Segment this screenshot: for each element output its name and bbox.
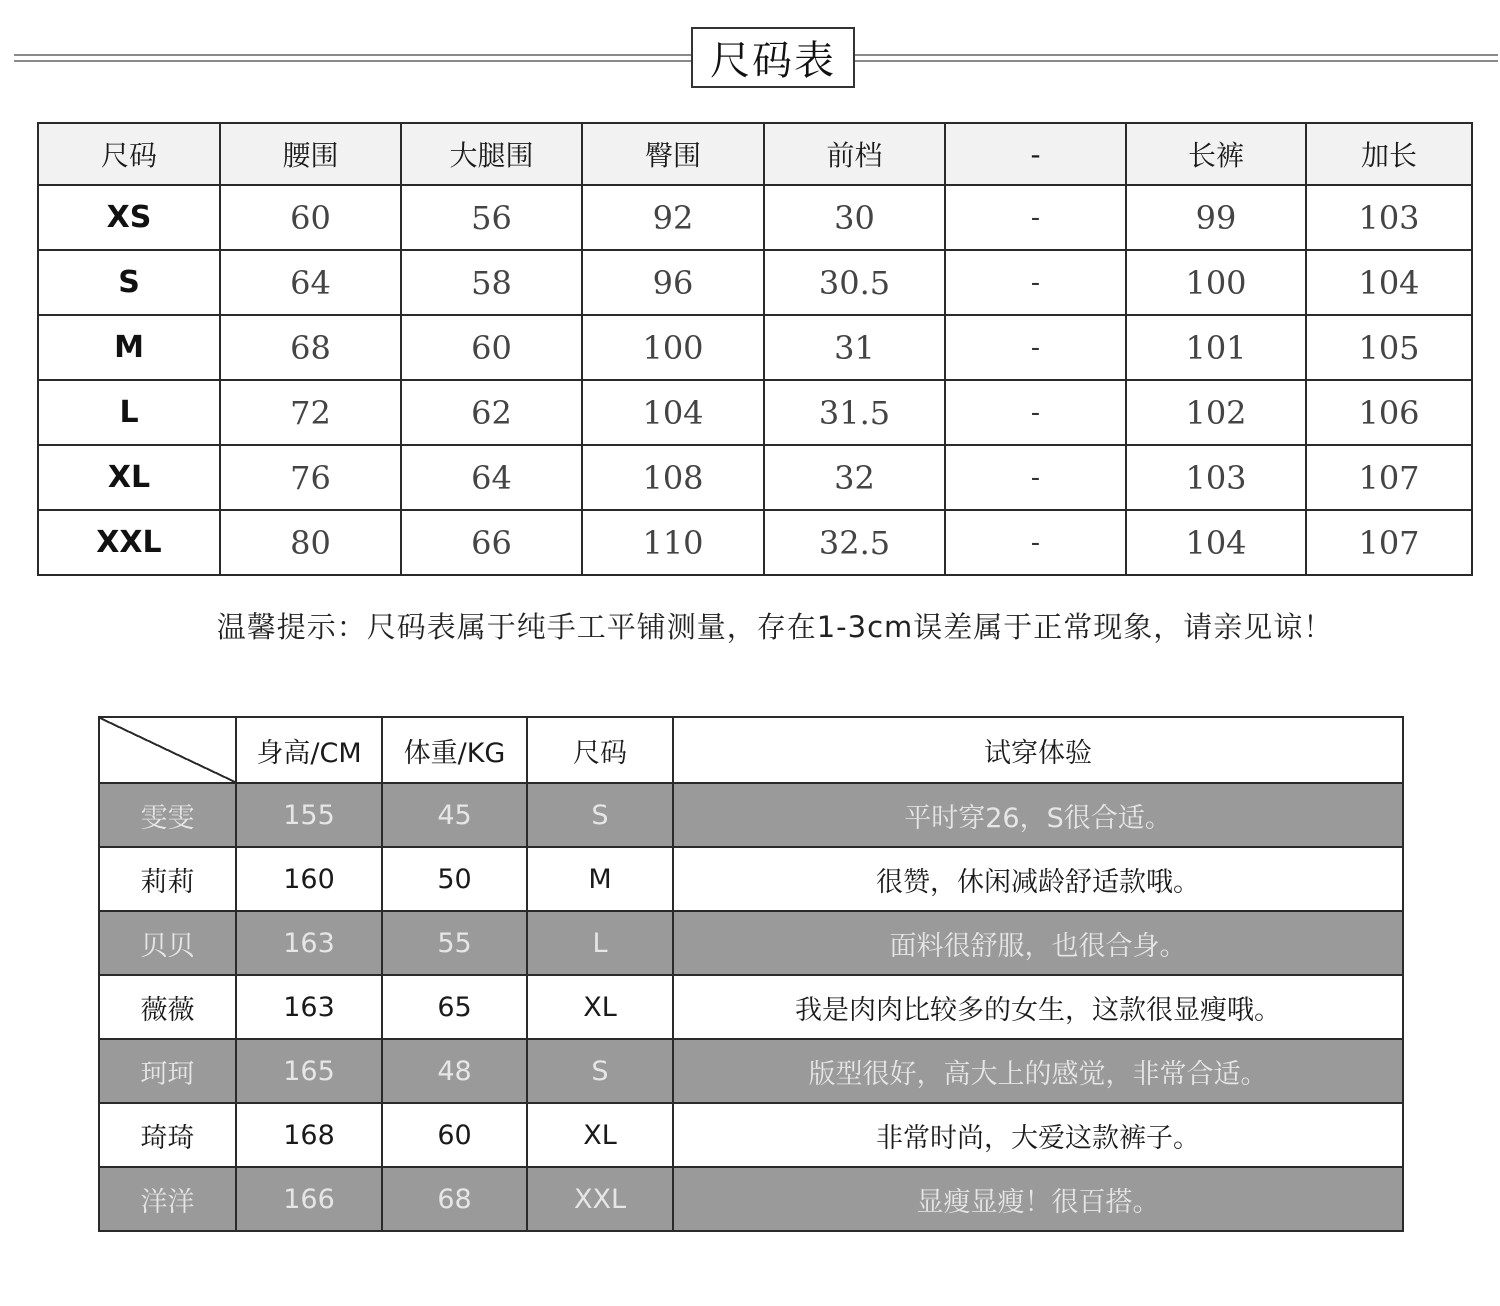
waist-value: 64 xyxy=(220,250,401,315)
tester-name: 雯雯 xyxy=(99,783,236,847)
hip-value: 96 xyxy=(582,250,764,315)
hip-value: 108 xyxy=(582,445,764,510)
column-header-long-pants: 长裤 xyxy=(1126,123,1306,185)
experience-text: 版型很好，高大上的感觉，非常合适。 xyxy=(673,1039,1403,1103)
size-label: XS xyxy=(38,185,220,250)
dash-value: - xyxy=(945,380,1126,445)
extended-value: 105 xyxy=(1306,315,1472,380)
front-rise-value: 30 xyxy=(764,185,945,250)
experience-text: 面料很舒服，也很合身。 xyxy=(673,911,1403,975)
front-rise-value: 32 xyxy=(764,445,945,510)
long-pants-value: 103 xyxy=(1126,445,1306,510)
size-table-header-row xyxy=(38,123,1472,185)
column-header-thigh: 大腿围 xyxy=(401,123,582,185)
experience-text: 我是肉肉比较多的女生，这款很显瘦哦。 xyxy=(673,975,1403,1039)
size-label: XL xyxy=(38,445,220,510)
thigh-value: 64 xyxy=(401,445,582,510)
thigh-value: 66 xyxy=(401,510,582,575)
hip-value: 92 xyxy=(582,185,764,250)
experience-text: 很赞，休闲减龄舒适款哦。 xyxy=(673,847,1403,911)
dash-value: - xyxy=(945,445,1126,510)
column-header-experience: 试穿体验 xyxy=(673,717,1403,783)
waist-value: 72 xyxy=(220,380,401,445)
hip-value: 110 xyxy=(582,510,764,575)
weight-value: 45 xyxy=(382,783,527,847)
dash-value: - xyxy=(945,185,1126,250)
long-pants-value: 102 xyxy=(1126,380,1306,445)
height-value: 163 xyxy=(236,975,382,1039)
column-header-height: 身高/CM xyxy=(236,717,382,783)
size-value: S xyxy=(527,1039,673,1103)
table-row xyxy=(99,1103,1403,1167)
size-value: XL xyxy=(527,1103,673,1167)
experience-text: 非常时尚，大爱这款裤子。 xyxy=(673,1103,1403,1167)
table-row xyxy=(99,975,1403,1039)
dash-value: - xyxy=(945,315,1126,380)
table-row xyxy=(99,911,1403,975)
try-on-table xyxy=(98,716,1404,1232)
height-value: 166 xyxy=(236,1167,382,1231)
table-row xyxy=(38,380,1472,445)
table-row xyxy=(38,315,1472,380)
extended-value: 104 xyxy=(1306,250,1472,315)
tester-name: 珂珂 xyxy=(99,1039,236,1103)
column-header-dash: - xyxy=(945,123,1126,185)
column-header-waist: 腰围 xyxy=(220,123,401,185)
table-row xyxy=(99,1167,1403,1231)
height-value: 163 xyxy=(236,911,382,975)
experience-text: 显瘦显瘦！很百搭。 xyxy=(673,1167,1403,1231)
title-rule-left xyxy=(14,54,691,62)
tester-name: 洋洋 xyxy=(99,1167,236,1231)
thigh-value: 62 xyxy=(401,380,582,445)
tester-name: 贝贝 xyxy=(99,911,236,975)
waist-value: 68 xyxy=(220,315,401,380)
try-table-header-row xyxy=(99,717,1403,783)
title-rule-right xyxy=(855,54,1498,62)
table-row xyxy=(99,1039,1403,1103)
column-header-extended: 加长 xyxy=(1306,123,1472,185)
height-value: 155 xyxy=(236,783,382,847)
weight-value: 48 xyxy=(382,1039,527,1103)
weight-value: 60 xyxy=(382,1103,527,1167)
size-label: S xyxy=(38,250,220,315)
weight-value: 68 xyxy=(382,1167,527,1231)
size-label: XXL xyxy=(38,510,220,575)
hip-value: 104 xyxy=(582,380,764,445)
waist-value: 60 xyxy=(220,185,401,250)
extended-value: 107 xyxy=(1306,445,1472,510)
size-table xyxy=(37,122,1473,576)
page-title: 尺码表 xyxy=(691,27,855,88)
column-header-weight: 体重/KG xyxy=(382,717,527,783)
height-value: 168 xyxy=(236,1103,382,1167)
table-row xyxy=(99,847,1403,911)
column-header-front-rise: 前档 xyxy=(764,123,945,185)
diagonal-header-cell xyxy=(99,717,236,783)
size-label: M xyxy=(38,315,220,380)
experience-text: 平时穿26，S很合适。 xyxy=(673,783,1403,847)
measurement-tip: 温馨提示：尺码表属于纯手工平铺测量，存在1-3cm误差属于正常现象，请亲见谅！ xyxy=(216,610,1334,644)
size-value: XXL xyxy=(527,1167,673,1231)
size-value: L xyxy=(527,911,673,975)
extended-value: 103 xyxy=(1306,185,1472,250)
column-header-size: 尺码 xyxy=(527,717,673,783)
long-pants-value: 99 xyxy=(1126,185,1306,250)
column-header-hip: 臀围 xyxy=(582,123,764,185)
front-rise-value: 31 xyxy=(764,315,945,380)
long-pants-value: 104 xyxy=(1126,510,1306,575)
waist-value: 80 xyxy=(220,510,401,575)
table-row xyxy=(38,250,1472,315)
size-value: XL xyxy=(527,975,673,1039)
long-pants-value: 100 xyxy=(1126,250,1306,315)
weight-value: 55 xyxy=(382,911,527,975)
column-header-size: 尺码 xyxy=(38,123,220,185)
size-value: M xyxy=(527,847,673,911)
extended-value: 106 xyxy=(1306,380,1472,445)
long-pants-value: 101 xyxy=(1126,315,1306,380)
extended-value: 107 xyxy=(1306,510,1472,575)
front-rise-value: 31.5 xyxy=(764,380,945,445)
height-value: 165 xyxy=(236,1039,382,1103)
thigh-value: 60 xyxy=(401,315,582,380)
table-row xyxy=(99,783,1403,847)
dash-value: - xyxy=(945,510,1126,575)
front-rise-value: 32.5 xyxy=(764,510,945,575)
thigh-value: 56 xyxy=(401,185,582,250)
table-row xyxy=(38,445,1472,510)
table-row xyxy=(38,510,1472,575)
tester-name: 薇薇 xyxy=(99,975,236,1039)
table-row xyxy=(38,185,1472,250)
height-value: 160 xyxy=(236,847,382,911)
thigh-value: 58 xyxy=(401,250,582,315)
tester-name: 琦琦 xyxy=(99,1103,236,1167)
waist-value: 76 xyxy=(220,445,401,510)
dash-value: - xyxy=(945,250,1126,315)
hip-value: 100 xyxy=(582,315,764,380)
front-rise-value: 30.5 xyxy=(764,250,945,315)
tester-name: 莉莉 xyxy=(99,847,236,911)
weight-value: 50 xyxy=(382,847,527,911)
size-label: L xyxy=(38,380,220,445)
weight-value: 65 xyxy=(382,975,527,1039)
size-value: S xyxy=(527,783,673,847)
